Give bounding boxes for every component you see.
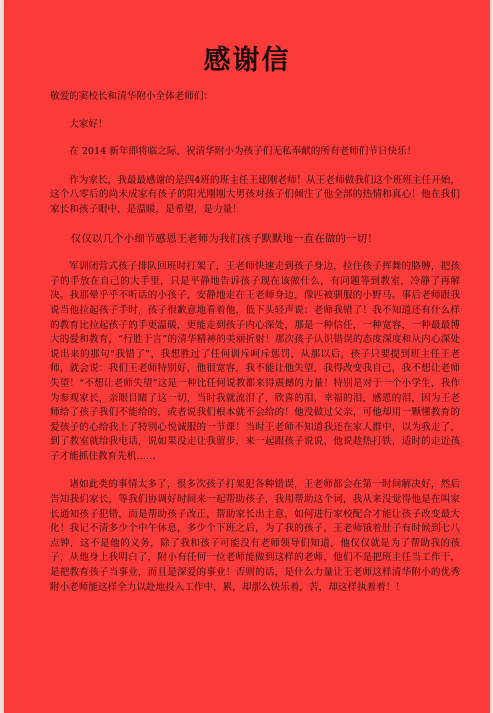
paragraph-thanks-teacher: 作为家长，我最最感谢的是四4班的班主任王建刚老师！从王老师做我们这个班班主任开始，这个八零后的尚未成家有孩子的阳光刚刚大男孩对孩子们倾注了他全部的热情和真心！他在我们家长和孩子眼中，是温暖，是希望，是力量！ bbox=[50, 174, 460, 215]
paragraph-military-training: 军训闭营式孩子排队回班时打架了，王老师快速走到孩子身边，拉住孩子挥舞的胳膊，把孩子的手放在自己的大手里，只是平静地告诉孩子现在该做什么，有问题等到教室，冷静了再解决。我那晕乎乎不听话的小孩子，安静地走在王老师身边，像匹被驯服的小野马。事后老师跟我说当他拉起孩子手时，孩子很歉意地看着他，低下头轻声说：老师我错了！我不知道还有什么样的教育比拉起孩子的手更温暖，更能走到孩子内心深处，那是一种信任，一种宽容，一种最最博大的爱和教育，“行胜于言”的清华精神的美丽折射！那次孩子认识错误的态度深度和从内心深处说出来的那句“我错了”，我想胜过了任何训斥呵斥惩罚，从那以后，孩子只要提到班主任王老师，就会说：我们王老师特别好，他很宽容，我不能让他失望，我得改变我自己，我不想让老师失望！“不想让老师失望”这是一种比任何说教都来得震撼的力量！特别是对于一个小学生，我作为参观家长，亲眼目睹了这一切，当时我就流泪了，欣喜的泪，幸福的泪，感恩的泪，因为王老师给了孩子我们不能给的，或者说我们根本就不会给的！他没做过父亲，可他却用一颗懂教育的爱孩子的心给我上了特别心悦诚服的一节课！当时王老师不知道我还在家人群中，以为我走了，到了教室就给我电话，说如果没走让我留步，来一起跟孩子说说，他说趁热打铁，适时的走近孩子才能抓住教育先机…… bbox=[50, 261, 460, 462]
letter-title: 感谢信 bbox=[203, 45, 291, 76]
salutation: 敬爱的窦校长和清华附小全体老师们： bbox=[50, 91, 214, 102]
paragraph-more-examples: 诸如此类的事情太多了，很多次孩子打架犯各种错误，王老师都会在第一时间解决好，然后告知我们家长，等我们协调好时间来一起帮助孩子，我用帮助这个词，我从来没觉得他是在叫家长通知孩子犯错，而是帮助孩子改正，帮助家长出主意，如何进行家校配合才能让孩子改变最大化！我记不清多少个中午休息，多少个下班之后，为了我的孩子，王老师饿着肚子有时候到七八点钟，这不是他的义务，除了我和孩子可能没有老师领导们知道，他仅仅就是为了帮助我的孩子，从他身上我明白了，附小有任何一位老师能做到这样的老师，他们不是把班主任当工作干，是把教育孩子当事业，而且是深爱的事业！否则的话，是什么力量让王老师这样清华附小的优秀附小老师能这样全力以赴地投入工作中，累，却那么快乐着，苦，却这样执着着！！ bbox=[50, 479, 460, 593]
paragraph-new-year: 在 2014 新年即将临之际，祝清华附小为孩子们无私奉献的所有老师们节日快乐！ bbox=[69, 146, 417, 158]
paragraph-emphasis: 仅仅以几个小细节感恩王老师为我们孩子默默地一直在做的一切！ bbox=[70, 232, 378, 245]
letter-body bbox=[50, 90, 460, 595]
greeting: 大家好！ bbox=[69, 118, 108, 130]
letter-page bbox=[4, 0, 490, 713]
